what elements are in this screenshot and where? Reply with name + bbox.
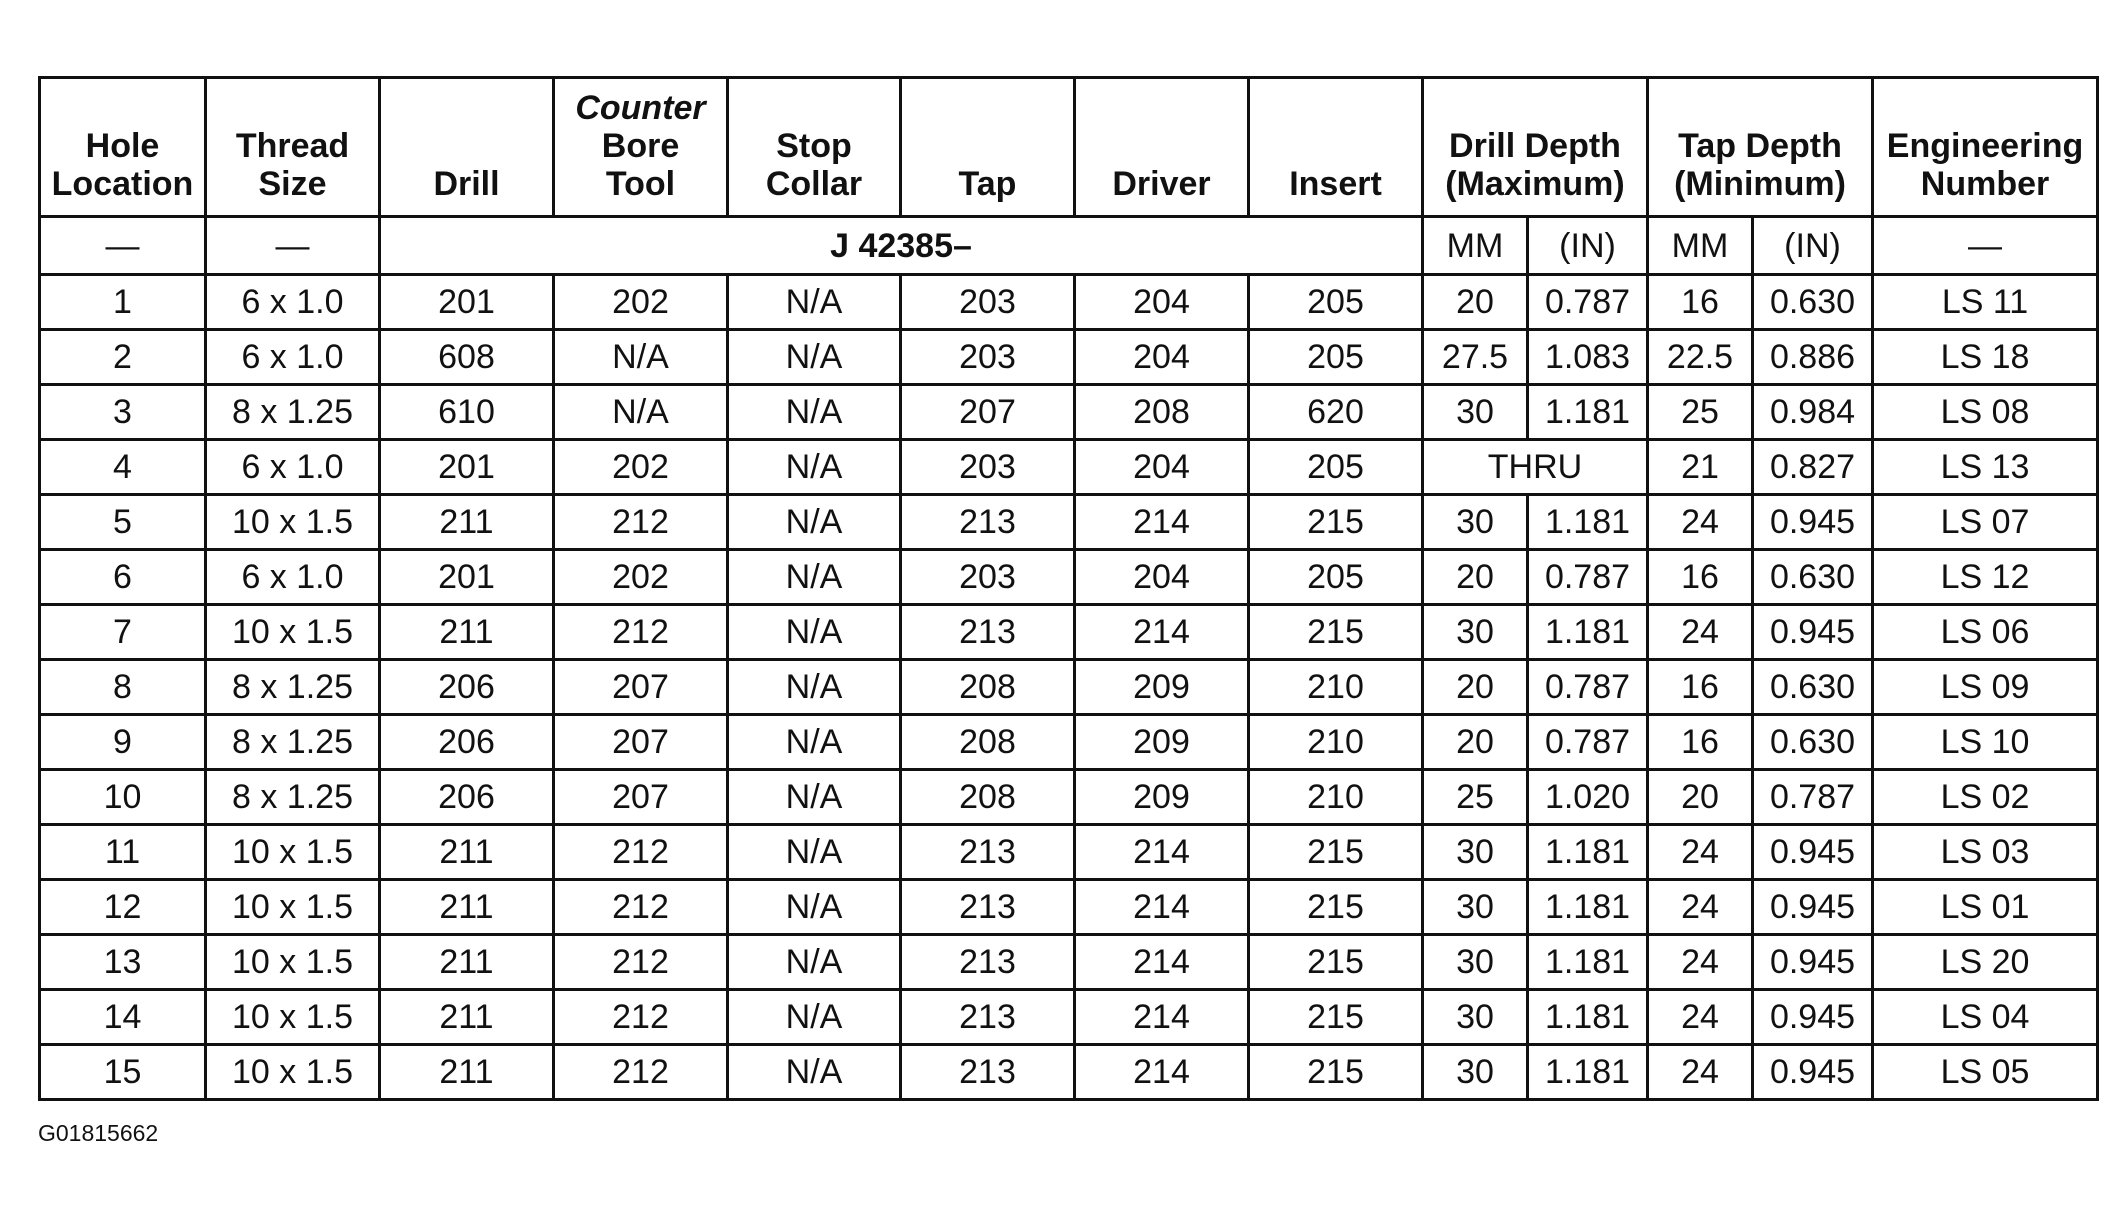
cell-drill-depth-in: 0.787 (1528, 550, 1648, 605)
cell-tap-depth-mm: 24 (1648, 495, 1753, 550)
cell-insert: 205 (1249, 275, 1423, 330)
cell-thread-size: 8 x 1.25 (206, 385, 380, 440)
cell-drill-depth-mm: 30 (1423, 935, 1528, 990)
table-body (40, 275, 2098, 1100)
cell-drill-depth-mm: 20 (1423, 660, 1528, 715)
cell-driver: 204 (1075, 275, 1249, 330)
cell-driver: 214 (1075, 935, 1249, 990)
cell-counter-bore-tool: 212 (554, 825, 728, 880)
cell-tap-depth-in: 0.945 (1753, 495, 1873, 550)
cell-hole-location: 13 (40, 935, 206, 990)
subheader-engineering-number: — (1873, 217, 2098, 275)
cell-drill: 211 (380, 935, 554, 990)
cell-drill-depth-in: 1.020 (1528, 770, 1648, 825)
cell-thread-size: 10 x 1.5 (206, 880, 380, 935)
table-row (40, 660, 2098, 715)
cell-drill: 211 (380, 1045, 554, 1100)
cell-drill-depth-in: 1.181 (1528, 935, 1648, 990)
cell-tap-depth-mm: 24 (1648, 1045, 1753, 1100)
cell-engineering-number: LS 08 (1873, 385, 2098, 440)
cell-tap-depth-in: 0.630 (1753, 275, 1873, 330)
cell-drill: 211 (380, 990, 554, 1045)
cell-stop-collar: N/A (728, 880, 901, 935)
cell-tap-depth-in: 0.945 (1753, 935, 1873, 990)
cell-tap: 203 (901, 330, 1075, 385)
table-row (40, 440, 2098, 495)
cell-tap-depth-mm: 24 (1648, 825, 1753, 880)
cell-engineering-number: LS 09 (1873, 660, 2098, 715)
cell-driver: 209 (1075, 715, 1249, 770)
cell-drill-depth-in: 1.181 (1528, 990, 1648, 1045)
cell-tap: 207 (901, 385, 1075, 440)
cell-hole-location: 5 (40, 495, 206, 550)
cell-drill: 201 (380, 550, 554, 605)
cell-tap: 203 (901, 275, 1075, 330)
cell-tap-depth-mm: 22.5 (1648, 330, 1753, 385)
cell-tap-depth-mm: 16 (1648, 550, 1753, 605)
cell-insert: 215 (1249, 880, 1423, 935)
cell-hole-location: 12 (40, 880, 206, 935)
subheader-tap-mm: MM (1648, 217, 1753, 275)
subheader-thread-size: — (206, 217, 380, 275)
cell-stop-collar: N/A (728, 935, 901, 990)
header-tap-depth: Tap Depth (Minimum) (1648, 78, 1873, 217)
cell-tap-depth-mm: 25 (1648, 385, 1753, 440)
cell-hole-location: 10 (40, 770, 206, 825)
cell-drill-depth-mm: 20 (1423, 715, 1528, 770)
table-row (40, 770, 2098, 825)
cell-drill: 211 (380, 605, 554, 660)
cell-insert: 210 (1249, 770, 1423, 825)
cell-counter-bore-tool: 207 (554, 770, 728, 825)
cell-drill: 211 (380, 495, 554, 550)
subheader-tool-prefix: J 42385– (380, 217, 1423, 275)
cell-thread-size: 6 x 1.0 (206, 550, 380, 605)
cell-tap-depth-mm: 24 (1648, 935, 1753, 990)
cell-thread-size: 6 x 1.0 (206, 330, 380, 385)
cell-drill-depth-mm: 30 (1423, 880, 1528, 935)
cell-thread-size: 10 x 1.5 (206, 495, 380, 550)
cell-engineering-number: LS 07 (1873, 495, 2098, 550)
cell-drill-depth-in: 1.181 (1528, 495, 1648, 550)
cell-stop-collar: N/A (728, 605, 901, 660)
cell-tap-depth-mm: 24 (1648, 605, 1753, 660)
cell-counter-bore-tool: N/A (554, 385, 728, 440)
cell-tap: 213 (901, 1045, 1075, 1100)
cell-insert: 215 (1249, 935, 1423, 990)
cell-drill-depth-mm: 30 (1423, 495, 1528, 550)
cell-drill-depth-mm: 27.5 (1423, 330, 1528, 385)
cell-stop-collar: N/A (728, 330, 901, 385)
cell-driver: 208 (1075, 385, 1249, 440)
cell-thread-size: 10 x 1.5 (206, 825, 380, 880)
cell-driver: 214 (1075, 605, 1249, 660)
cell-tap: 213 (901, 495, 1075, 550)
cell-thread-size: 10 x 1.5 (206, 990, 380, 1045)
cell-counter-bore-tool: 212 (554, 605, 728, 660)
cell-drill: 206 (380, 770, 554, 825)
cell-tap-depth-in: 0.787 (1753, 770, 1873, 825)
cell-drill: 610 (380, 385, 554, 440)
header-driver: Driver (1075, 78, 1249, 217)
cell-thread-size: 10 x 1.5 (206, 1045, 380, 1100)
cell-tap-depth-in: 0.945 (1753, 990, 1873, 1045)
cell-insert: 215 (1249, 605, 1423, 660)
cell-drill-depth-in: 1.181 (1528, 605, 1648, 660)
cell-thread-size: 10 x 1.5 (206, 935, 380, 990)
cell-insert: 215 (1249, 990, 1423, 1045)
cell-drill-depth-mm: 30 (1423, 605, 1528, 660)
cell-driver: 204 (1075, 330, 1249, 385)
cell-insert: 210 (1249, 660, 1423, 715)
cell-tap-depth-in: 0.945 (1753, 880, 1873, 935)
cell-hole-location: 14 (40, 990, 206, 1045)
cell-drill: 206 (380, 715, 554, 770)
cell-thread-size: 6 x 1.0 (206, 275, 380, 330)
header-stop-collar: Stop Collar (728, 78, 901, 217)
cell-insert: 205 (1249, 440, 1423, 495)
cell-counter-bore-tool: 212 (554, 1045, 728, 1100)
cell-tap: 203 (901, 440, 1075, 495)
cell-tap: 208 (901, 770, 1075, 825)
cell-hole-location: 4 (40, 440, 206, 495)
cell-tap: 213 (901, 825, 1075, 880)
cell-tap-depth-mm: 24 (1648, 880, 1753, 935)
cell-insert: 215 (1249, 1045, 1423, 1100)
cell-thread-size: 8 x 1.25 (206, 770, 380, 825)
cell-tap: 203 (901, 550, 1075, 605)
cell-engineering-number: LS 05 (1873, 1045, 2098, 1100)
header-drill-depth: Drill Depth (Maximum) (1423, 78, 1648, 217)
cell-tap-depth-mm: 16 (1648, 660, 1753, 715)
cell-drill: 608 (380, 330, 554, 385)
header-thread-size: Thread Size (206, 78, 380, 217)
cell-engineering-number: LS 13 (1873, 440, 2098, 495)
cell-hole-location: 1 (40, 275, 206, 330)
subheader-drill-in: (IN) (1528, 217, 1648, 275)
cell-driver: 204 (1075, 440, 1249, 495)
cell-counter-bore-tool: 212 (554, 495, 728, 550)
table-row (40, 330, 2098, 385)
cell-tap-depth-in: 0.630 (1753, 550, 1873, 605)
cell-engineering-number: LS 12 (1873, 550, 2098, 605)
cell-engineering-number: LS 03 (1873, 825, 2098, 880)
cell-drill-depth-mm: 20 (1423, 550, 1528, 605)
cell-tap: 208 (901, 660, 1075, 715)
cell-hole-location: 2 (40, 330, 206, 385)
table-row (40, 880, 2098, 935)
cell-stop-collar: N/A (728, 715, 901, 770)
cell-drill-depth: THRU (1423, 440, 1648, 495)
cell-driver: 214 (1075, 1045, 1249, 1100)
cell-drill-depth-in: 1.181 (1528, 825, 1648, 880)
cell-counter-bore-tool: 202 (554, 440, 728, 495)
subheader-drill-mm: MM (1423, 217, 1528, 275)
cell-tap: 213 (901, 990, 1075, 1045)
header-insert: Insert (1249, 78, 1423, 217)
cell-driver: 214 (1075, 880, 1249, 935)
table-row (40, 385, 2098, 440)
cell-engineering-number: LS 18 (1873, 330, 2098, 385)
header-tap: Tap (901, 78, 1075, 217)
cell-stop-collar: N/A (728, 440, 901, 495)
subheader-row (40, 217, 2098, 275)
table-row (40, 935, 2098, 990)
cell-tap-depth-in: 0.630 (1753, 715, 1873, 770)
cell-hole-location: 3 (40, 385, 206, 440)
cell-counter-bore-tool: 212 (554, 880, 728, 935)
cell-drill: 201 (380, 275, 554, 330)
cell-stop-collar: N/A (728, 495, 901, 550)
cell-tap-depth-in: 0.827 (1753, 440, 1873, 495)
cell-drill-depth-in: 0.787 (1528, 275, 1648, 330)
cell-stop-collar: N/A (728, 825, 901, 880)
table-row (40, 1045, 2098, 1100)
cell-tap-depth-in: 0.984 (1753, 385, 1873, 440)
cell-thread-size: 10 x 1.5 (206, 605, 380, 660)
cell-tap-depth-mm: 16 (1648, 275, 1753, 330)
cell-engineering-number: LS 20 (1873, 935, 2098, 990)
cell-drill-depth-in: 1.083 (1528, 330, 1648, 385)
cell-engineering-number: LS 01 (1873, 880, 2098, 935)
cell-hole-location: 7 (40, 605, 206, 660)
cell-stop-collar: N/A (728, 550, 901, 605)
cell-drill: 211 (380, 825, 554, 880)
cell-engineering-number: LS 02 (1873, 770, 2098, 825)
subheader-tap-in: (IN) (1753, 217, 1873, 275)
cell-stop-collar: N/A (728, 385, 901, 440)
cell-insert: 205 (1249, 330, 1423, 385)
cell-hole-location: 9 (40, 715, 206, 770)
header-drill: Drill (380, 78, 554, 217)
cell-engineering-number: LS 06 (1873, 605, 2098, 660)
cell-drill-depth-in: 0.787 (1528, 660, 1648, 715)
cell-counter-bore-tool: N/A (554, 330, 728, 385)
cell-drill-depth-mm: 30 (1423, 825, 1528, 880)
cell-tap-depth-mm: 20 (1648, 770, 1753, 825)
cell-counter-bore-tool: 202 (554, 550, 728, 605)
cell-drill-depth-in: 1.181 (1528, 880, 1648, 935)
cell-tap-depth-in: 0.945 (1753, 825, 1873, 880)
cell-tap-depth-mm: 16 (1648, 715, 1753, 770)
cell-engineering-number: LS 11 (1873, 275, 2098, 330)
cell-drill-depth-in: 1.181 (1528, 385, 1648, 440)
cell-thread-size: 8 x 1.25 (206, 715, 380, 770)
header-counter-bore-tool: Counter Bore Tool (554, 78, 728, 217)
cell-tap-depth-mm: 21 (1648, 440, 1753, 495)
cell-hole-location: 8 (40, 660, 206, 715)
cell-drill: 206 (380, 660, 554, 715)
cell-stop-collar: N/A (728, 275, 901, 330)
cell-insert: 620 (1249, 385, 1423, 440)
table-row (40, 715, 2098, 770)
table-row (40, 275, 2098, 330)
hole-repair-tool-table (38, 76, 2099, 1101)
header-row (40, 78, 2098, 217)
cell-thread-size: 8 x 1.25 (206, 660, 380, 715)
cell-counter-bore-tool: 207 (554, 715, 728, 770)
cell-counter-bore-tool: 212 (554, 935, 728, 990)
cell-tap-depth-in: 0.945 (1753, 605, 1873, 660)
cell-drill-depth-in: 0.787 (1528, 715, 1648, 770)
cell-driver: 214 (1075, 825, 1249, 880)
cell-tap: 213 (901, 935, 1075, 990)
cell-insert: 210 (1249, 715, 1423, 770)
cell-hole-location: 6 (40, 550, 206, 605)
cell-tap-depth-mm: 24 (1648, 990, 1753, 1045)
cell-drill-depth-in: 1.181 (1528, 1045, 1648, 1100)
cell-drill: 211 (380, 880, 554, 935)
cell-tap: 213 (901, 605, 1075, 660)
cell-engineering-number: LS 10 (1873, 715, 2098, 770)
cell-tap: 213 (901, 880, 1075, 935)
cell-hole-location: 15 (40, 1045, 206, 1100)
table-row (40, 495, 2098, 550)
cell-insert: 215 (1249, 495, 1423, 550)
cell-tap-depth-in: 0.945 (1753, 1045, 1873, 1100)
table-row (40, 990, 2098, 1045)
cell-driver: 209 (1075, 660, 1249, 715)
table-row (40, 605, 2098, 660)
cell-drill: 201 (380, 440, 554, 495)
cell-tap-depth-in: 0.886 (1753, 330, 1873, 385)
cell-drill-depth-mm: 30 (1423, 990, 1528, 1045)
cell-driver: 204 (1075, 550, 1249, 605)
cell-counter-bore-tool: 202 (554, 275, 728, 330)
header-engineering-number: Engineering Number (1873, 78, 2098, 217)
figure-code: G01815662 (38, 1120, 159, 1146)
cell-driver: 214 (1075, 990, 1249, 1045)
cell-drill-depth-mm: 30 (1423, 1045, 1528, 1100)
cell-stop-collar: N/A (728, 770, 901, 825)
cell-insert: 205 (1249, 550, 1423, 605)
subheader-hole-location: — (40, 217, 206, 275)
cell-tap-depth-in: 0.630 (1753, 660, 1873, 715)
cell-driver: 214 (1075, 495, 1249, 550)
table-row (40, 550, 2098, 605)
cell-hole-location: 11 (40, 825, 206, 880)
cell-engineering-number: LS 04 (1873, 990, 2098, 1045)
cell-drill-depth-mm: 20 (1423, 275, 1528, 330)
cell-driver: 209 (1075, 770, 1249, 825)
cell-stop-collar: N/A (728, 660, 901, 715)
cell-insert: 215 (1249, 825, 1423, 880)
cell-drill-depth-mm: 30 (1423, 385, 1528, 440)
cell-tap: 208 (901, 715, 1075, 770)
table-row (40, 825, 2098, 880)
cell-drill-depth-mm: 25 (1423, 770, 1528, 825)
cell-stop-collar: N/A (728, 1045, 901, 1100)
cell-stop-collar: N/A (728, 990, 901, 1045)
cell-counter-bore-tool: 212 (554, 990, 728, 1045)
header-hole-location: Hole Location (40, 78, 206, 217)
cell-counter-bore-tool: 207 (554, 660, 728, 715)
cell-thread-size: 6 x 1.0 (206, 440, 380, 495)
